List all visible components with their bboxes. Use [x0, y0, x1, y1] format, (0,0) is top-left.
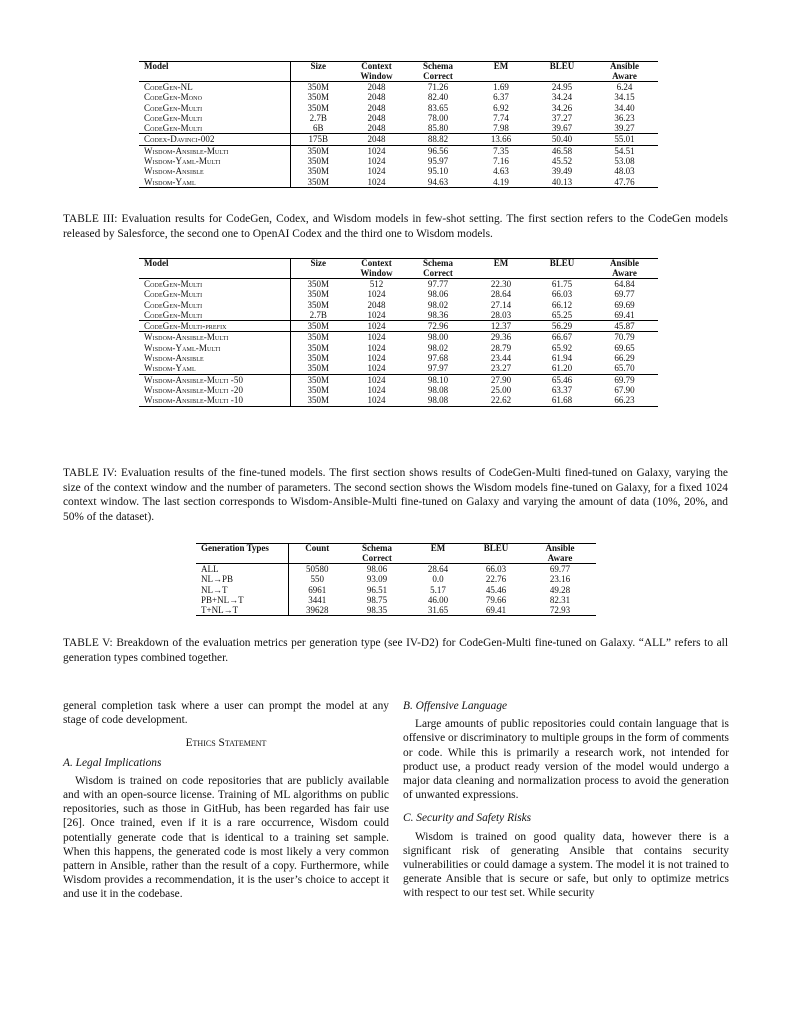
value-cell: 50580 [306, 564, 329, 574]
value-cell: 1024 [367, 332, 386, 343]
value-cell: 2048 [367, 299, 386, 310]
table-body [139, 82, 658, 188]
value-cell: 98.02 [427, 299, 449, 310]
column-header-text: Correct [423, 70, 453, 81]
generation-type-cell: T+NL→T [196, 605, 288, 616]
value-cell: 350M [307, 92, 329, 103]
value-cell: 5.17 [430, 584, 446, 595]
column-header-text: BLEU [483, 543, 509, 553]
column-header-text: Ansible [609, 61, 639, 71]
table-row [139, 343, 658, 353]
value-cell: 2.7B [309, 309, 327, 320]
column-header-text: Size [310, 61, 326, 71]
column-header [346, 259, 407, 279]
generation-type-cell: ALL [196, 564, 288, 575]
value-cell: 3441 [308, 594, 327, 605]
table-row [139, 145, 658, 156]
value-cell: 95.97 [427, 156, 449, 167]
table-body [196, 564, 596, 616]
model-name-cell: Wisdom-Ansible-Multi [139, 332, 290, 343]
column-header-text: Schema [362, 543, 392, 553]
model-name-cell: CodeGen-Multi [139, 300, 290, 310]
value-cell: 83.65 [427, 102, 449, 113]
column-header [139, 259, 290, 279]
value-cell: 61.94 [551, 353, 573, 364]
value-cell: 39.49 [551, 166, 573, 177]
value-cell: 350M [307, 332, 329, 343]
column-header-text: Window [360, 267, 393, 278]
table-row [139, 300, 658, 310]
table-header [139, 259, 658, 279]
value-cell: 69.77 [549, 564, 571, 574]
legal-implications-heading: A. Legal Implications [63, 756, 162, 769]
column-header-text: BLEU [549, 258, 575, 268]
value-cell: 6.24 [616, 82, 633, 92]
value-cell: 22.30 [490, 279, 512, 289]
column-header-text: Context [361, 61, 392, 71]
value-cell: 25.00 [490, 384, 512, 395]
value-cell: 1024 [367, 384, 386, 395]
value-cell: 96.56 [427, 145, 449, 156]
offensive-language-text: Large amounts of public repositories could contain language that is offensive or discriminatory to multiple groups in the form of comments or code. While this is primarily a research work, not intended for product use, a product ready version of the model would undergo a major data cleaning and normalization process to avoid the generation of unwanted expressions. [403, 718, 729, 802]
value-cell: 65.46 [551, 374, 573, 385]
column-header-text: Schema [423, 258, 453, 268]
table-row [139, 310, 658, 321]
value-cell: 28.64 [490, 289, 512, 300]
value-cell: 56.29 [551, 321, 573, 332]
value-cell: 98.02 [427, 342, 449, 353]
model-name-cell: Wisdom-Ansible-Multi -50 [139, 374, 290, 385]
value-cell: 82.40 [427, 92, 449, 103]
table-row [139, 156, 658, 166]
model-name-cell: Wisdom-Ansible-Multi -10 [139, 395, 290, 406]
column-header-text: Correct [423, 267, 453, 278]
value-cell: 4.19 [493, 176, 509, 187]
value-cell: 98.35 [366, 605, 388, 616]
value-cell: 45.52 [551, 156, 573, 167]
table-iv [139, 258, 658, 407]
column-header-text: Schema [423, 61, 453, 71]
table-row [139, 113, 658, 123]
value-cell: 66.29 [614, 353, 635, 364]
legal-implications-text: Wisdom is trained on code repositories that are publicly available and with an open-source license. Training of ML algorithms on public repositories, such as those in GitHub, has been regarded has fair use [26]. Once trained, even if it is a rare occurrence, Wisdom could potentially generate code that is identical to a training set sample. When this happens, the generated code is most likely a very common pattern in Ansible, rather than the result of a copy. Furthermore, while Wisdom provides a recommendation, it is the user’s choice to accept it and use it in the codebase. [63, 774, 389, 901]
value-cell: 1024 [367, 353, 386, 364]
value-cell: 93.09 [366, 574, 388, 585]
value-cell: 71.26 [427, 82, 449, 92]
value-cell: 96.51 [366, 584, 388, 595]
value-cell: 65.70 [614, 363, 635, 374]
value-cell: 1024 [367, 166, 386, 177]
table-row [139, 289, 658, 299]
value-cell: 7.98 [493, 123, 509, 134]
column-header-text: Model [144, 258, 169, 268]
value-cell: 66.03 [485, 564, 507, 574]
value-cell: 350M [307, 363, 329, 374]
column-header-text: Generation Types [201, 543, 269, 553]
value-cell: 37.27 [551, 112, 573, 123]
value-cell: 2048 [367, 134, 386, 145]
value-cell: 88.82 [427, 134, 449, 145]
header-row [139, 259, 658, 279]
column-header-text: BLEU [549, 61, 575, 71]
value-cell: 1024 [367, 145, 386, 156]
model-name-cell: Wisdom-Ansible [139, 166, 290, 176]
value-cell: 2048 [367, 92, 386, 103]
value-cell: 46.58 [551, 145, 573, 156]
table-row [139, 177, 658, 188]
value-cell: 98.06 [427, 289, 449, 300]
table-row [196, 595, 596, 605]
value-cell: 55.01 [614, 134, 635, 145]
value-cell: 31.65 [427, 605, 449, 616]
model-name-cell: CodeGen-Multi [139, 103, 290, 113]
model-name-cell: Wisdom-Ansible [139, 353, 290, 363]
model-name-cell: CodeGen-Multi [139, 123, 290, 134]
column-header-text: Ansible [545, 543, 575, 553]
column-header-text: EM [493, 258, 509, 268]
value-cell: 72.96 [427, 321, 449, 332]
value-cell: 0.0 [432, 574, 444, 585]
column-header [290, 62, 346, 82]
table-row [196, 574, 596, 584]
column-header-text: Aware [612, 70, 637, 81]
table-v-caption: TABLE V: Breakdown of the evaluation metrics per generation type (see IV-D2) for CodeGen-Multi fine-tuned on Galaxy. “ALL” refers to all generation types combined together. [63, 637, 728, 664]
value-cell: 2048 [367, 112, 386, 123]
model-name-cell: Wisdom-Yaml [139, 363, 290, 374]
value-cell: 50.40 [551, 134, 573, 145]
value-cell: 36.23 [614, 112, 635, 123]
generation-type-cell: NL→T [196, 585, 288, 595]
column-header [524, 544, 596, 564]
value-cell: 28.03 [490, 309, 512, 320]
value-cell: 72.93 [549, 605, 571, 616]
generation-type-cell: NL→PB [196, 574, 288, 584]
column-header [196, 544, 288, 564]
table-header [139, 62, 658, 82]
model-name-cell: Wisdom-Yaml-Multi [139, 156, 290, 166]
table-row [196, 564, 596, 575]
value-cell: 61.75 [551, 279, 573, 289]
value-cell: 2048 [367, 82, 386, 92]
column-header [407, 259, 469, 279]
value-cell: 6961 [308, 584, 327, 595]
value-cell: 350M [307, 353, 329, 364]
value-cell: 350M [307, 166, 329, 177]
value-cell: 23.16 [549, 574, 571, 585]
value-cell: 53.08 [614, 156, 635, 167]
right-column [403, 699, 729, 901]
table-row [196, 605, 596, 616]
value-cell: 98.10 [427, 374, 449, 385]
value-cell: 350M [307, 82, 329, 92]
value-cell: 6B [312, 123, 324, 134]
table-row [139, 332, 658, 343]
value-cell: 69.69 [614, 299, 635, 310]
value-cell: 1.69 [493, 82, 509, 92]
table-row [139, 82, 658, 93]
value-cell: 1024 [367, 289, 386, 300]
value-cell: 69.41 [614, 309, 635, 320]
value-cell: 66.67 [551, 332, 573, 343]
value-cell: 82.31 [549, 594, 571, 605]
table-row [139, 134, 658, 145]
value-cell: 34.24 [551, 92, 573, 103]
value-cell: 34.40 [614, 102, 635, 113]
value-cell: 95.10 [427, 166, 449, 177]
value-cell: 67.90 [614, 384, 635, 395]
value-cell: 39.67 [551, 123, 573, 134]
column-header-text: Correct [362, 552, 392, 563]
column-header [533, 259, 591, 279]
left-column [63, 699, 389, 902]
value-cell: 12.37 [490, 321, 512, 332]
value-cell: 39628 [306, 605, 329, 616]
value-cell: 45.46 [485, 584, 507, 595]
model-name-cell: CodeGen-NL [139, 82, 290, 93]
value-cell: 175B [308, 134, 328, 145]
table-row [139, 123, 658, 134]
value-cell: 29.36 [490, 332, 512, 343]
value-cell: 69.41 [485, 605, 507, 616]
column-header [469, 259, 533, 279]
column-header [533, 62, 591, 82]
value-cell: 1024 [367, 309, 386, 320]
column-header-text: Ansible [609, 258, 639, 268]
value-cell: 4.63 [493, 166, 509, 177]
security-risks-text: Wisdom is trained on good quality data, however there is a significant risk of generating Ansible that contains security vulnerabilities or could damage a system. The model it is not trained to generate Ansible that is secure or safe, but only to optimize metrics with respect to our test set. While security [403, 830, 729, 900]
value-cell: 97.77 [427, 279, 449, 289]
value-cell: 85.80 [427, 123, 449, 134]
value-cell: 61.68 [551, 395, 573, 406]
model-name-cell: CodeGen-Multi [139, 310, 290, 321]
value-cell: 1024 [367, 156, 386, 167]
value-cell: 350M [307, 299, 329, 310]
value-cell: 97.97 [427, 363, 449, 374]
model-name-cell: Wisdom-Yaml [139, 177, 290, 188]
table-row [139, 92, 658, 102]
value-cell: 22.76 [485, 574, 507, 585]
column-header [290, 259, 346, 279]
value-cell: 1024 [367, 395, 386, 406]
model-name-cell: CodeGen-Multi [139, 289, 290, 299]
value-cell: 350M [307, 321, 329, 332]
value-cell: 350M [307, 395, 329, 406]
value-cell: 39.27 [614, 123, 635, 134]
column-header [591, 259, 658, 279]
value-cell: 69.77 [614, 289, 635, 300]
value-cell: 23.27 [490, 363, 512, 374]
column-header [288, 544, 346, 564]
value-cell: 97.68 [427, 353, 449, 364]
value-cell: 49.28 [549, 584, 571, 595]
value-cell: 7.35 [493, 145, 509, 156]
column-header [469, 62, 533, 82]
value-cell: 98.00 [427, 332, 449, 343]
value-cell: 13.66 [490, 134, 512, 145]
column-header [346, 544, 408, 564]
header-row [196, 544, 596, 564]
value-cell: 350M [307, 374, 329, 385]
column-header-text: EM [493, 61, 509, 71]
table-row [139, 279, 658, 290]
value-cell: 1024 [367, 342, 386, 353]
column-header-text: Size [310, 258, 326, 268]
column-header-text: Aware [612, 267, 637, 278]
value-cell: 34.15 [614, 92, 635, 103]
column-header-text: Aware [547, 552, 573, 563]
generation-type-cell: PB+NL→T [196, 595, 288, 605]
column-header-text: Model [144, 61, 169, 71]
intro-paragraph: general completion task where a user can prompt the model at any stage of code development. [63, 700, 389, 727]
value-cell: 28.64 [427, 564, 449, 574]
value-cell: 24.95 [551, 82, 573, 92]
value-cell: 1024 [367, 363, 386, 374]
ethics-statement-heading: Ethics Statement [185, 737, 267, 750]
column-header [591, 62, 658, 82]
table-row [139, 395, 658, 406]
column-header [408, 544, 468, 564]
value-cell: 7.74 [493, 112, 509, 123]
value-cell: 6.37 [493, 92, 509, 103]
model-name-cell: CodeGen-Multi-prefix [139, 321, 290, 332]
value-cell: 98.08 [427, 395, 449, 406]
table-body [139, 279, 658, 407]
security-risks-heading: C. Security and Safety Risks [403, 812, 532, 825]
value-cell: 64.84 [614, 279, 635, 289]
model-name-cell: CodeGen-Multi [139, 113, 290, 123]
table-row [139, 374, 658, 385]
column-header-text: Count [305, 543, 330, 553]
column-header-text: Context [361, 258, 392, 268]
value-cell: 23.44 [490, 353, 512, 364]
value-cell: 98.36 [427, 309, 449, 320]
value-cell: 79.66 [485, 594, 507, 605]
value-cell: 2.7B [309, 112, 327, 123]
value-cell: 98.08 [427, 384, 449, 395]
table-row [139, 103, 658, 113]
value-cell: 54.51 [614, 145, 635, 156]
value-cell: 98.06 [366, 564, 388, 574]
value-cell: 65.92 [551, 342, 573, 353]
model-name-cell: CodeGen-Multi [139, 279, 290, 290]
value-cell: 63.37 [551, 384, 573, 395]
value-cell: 2048 [367, 102, 386, 113]
value-cell: 2048 [367, 123, 386, 134]
value-cell: 1024 [367, 321, 386, 332]
column-header [468, 544, 524, 564]
table-iii [139, 61, 658, 188]
column-header-text: Window [360, 70, 393, 81]
table-row [139, 363, 658, 374]
column-header-text: EM [430, 543, 446, 553]
value-cell: 46.00 [427, 594, 449, 605]
offensive-language-heading: B. Offensive Language [403, 700, 508, 712]
table-iii-caption: TABLE III: Evaluation results for CodeGen, Codex, and Wisdom models in few-shot setting. The first section refers to the CodeGen models released by Salesforce, the second one to OpenAI Codex and the third one to Wisdom models. [63, 213, 728, 240]
value-cell: 1024 [367, 176, 386, 187]
value-cell: 70.79 [614, 332, 635, 343]
value-cell: 69.79 [614, 374, 635, 385]
value-cell: 66.03 [551, 289, 573, 300]
model-name-cell: Wisdom-Yaml-Multi [139, 343, 290, 353]
value-cell: 22.62 [490, 395, 512, 406]
value-cell: 34.26 [551, 102, 573, 113]
value-cell: 94.63 [427, 176, 449, 187]
value-cell: 28.79 [490, 342, 512, 353]
value-cell: 47.76 [614, 176, 635, 187]
value-cell: 48.03 [614, 166, 635, 177]
table-row [139, 353, 658, 363]
header-row [139, 62, 658, 82]
value-cell: 65.25 [551, 309, 573, 320]
table-row [139, 385, 658, 395]
column-header [139, 62, 290, 82]
value-cell: 350M [307, 289, 329, 300]
value-cell: 66.23 [614, 395, 635, 406]
column-header [407, 62, 469, 82]
value-cell: 7.16 [493, 156, 509, 167]
value-cell: 350M [307, 145, 329, 156]
value-cell: 350M [307, 342, 329, 353]
table-v [196, 543, 596, 616]
table-iv-caption: TABLE IV: Evaluation results of the fine-tuned models. The first section shows results of CodeGen-Multi fined-tuned on Galaxy, varying the size of the context window and the number of parameters. The second section shows the Wisdom models fine-tuned on Galaxy, for a fixed 1024 context window. The last section corresponds to Wisdom-Ansible-Multi fine-tuned on Galaxy and varying the amount of data (10%, 20%, and 50% of the dataset). [63, 467, 728, 523]
value-cell: 350M [307, 176, 329, 187]
value-cell: 45.87 [614, 321, 635, 332]
column-header [346, 62, 407, 82]
value-cell: 61.20 [551, 363, 573, 374]
value-cell: 27.14 [490, 299, 512, 310]
value-cell: 550 [310, 574, 324, 585]
value-cell: 350M [307, 279, 329, 289]
value-cell: 512 [369, 279, 384, 289]
table-header [196, 544, 596, 564]
value-cell: 350M [307, 384, 329, 395]
value-cell: 1024 [367, 374, 386, 385]
value-cell: 40.13 [551, 176, 573, 187]
value-cell: 27.90 [490, 374, 512, 385]
value-cell: 350M [307, 156, 329, 167]
table-row [139, 166, 658, 176]
value-cell: 78.00 [427, 112, 449, 123]
value-cell: 98.75 [366, 594, 388, 605]
model-name-cell: Wisdom-Ansible-Multi [139, 145, 290, 156]
value-cell: 350M [307, 102, 329, 113]
model-name-cell: Wisdom-Ansible-Multi -20 [139, 385, 290, 395]
value-cell: 69.65 [614, 342, 635, 353]
model-name-cell: CodeGen-Mono [139, 92, 290, 102]
model-name-cell: Codex-Davinci-002 [139, 134, 290, 145]
value-cell: 66.12 [551, 299, 573, 310]
table-row [196, 585, 596, 595]
table-row [139, 321, 658, 332]
value-cell: 6.92 [493, 102, 509, 113]
